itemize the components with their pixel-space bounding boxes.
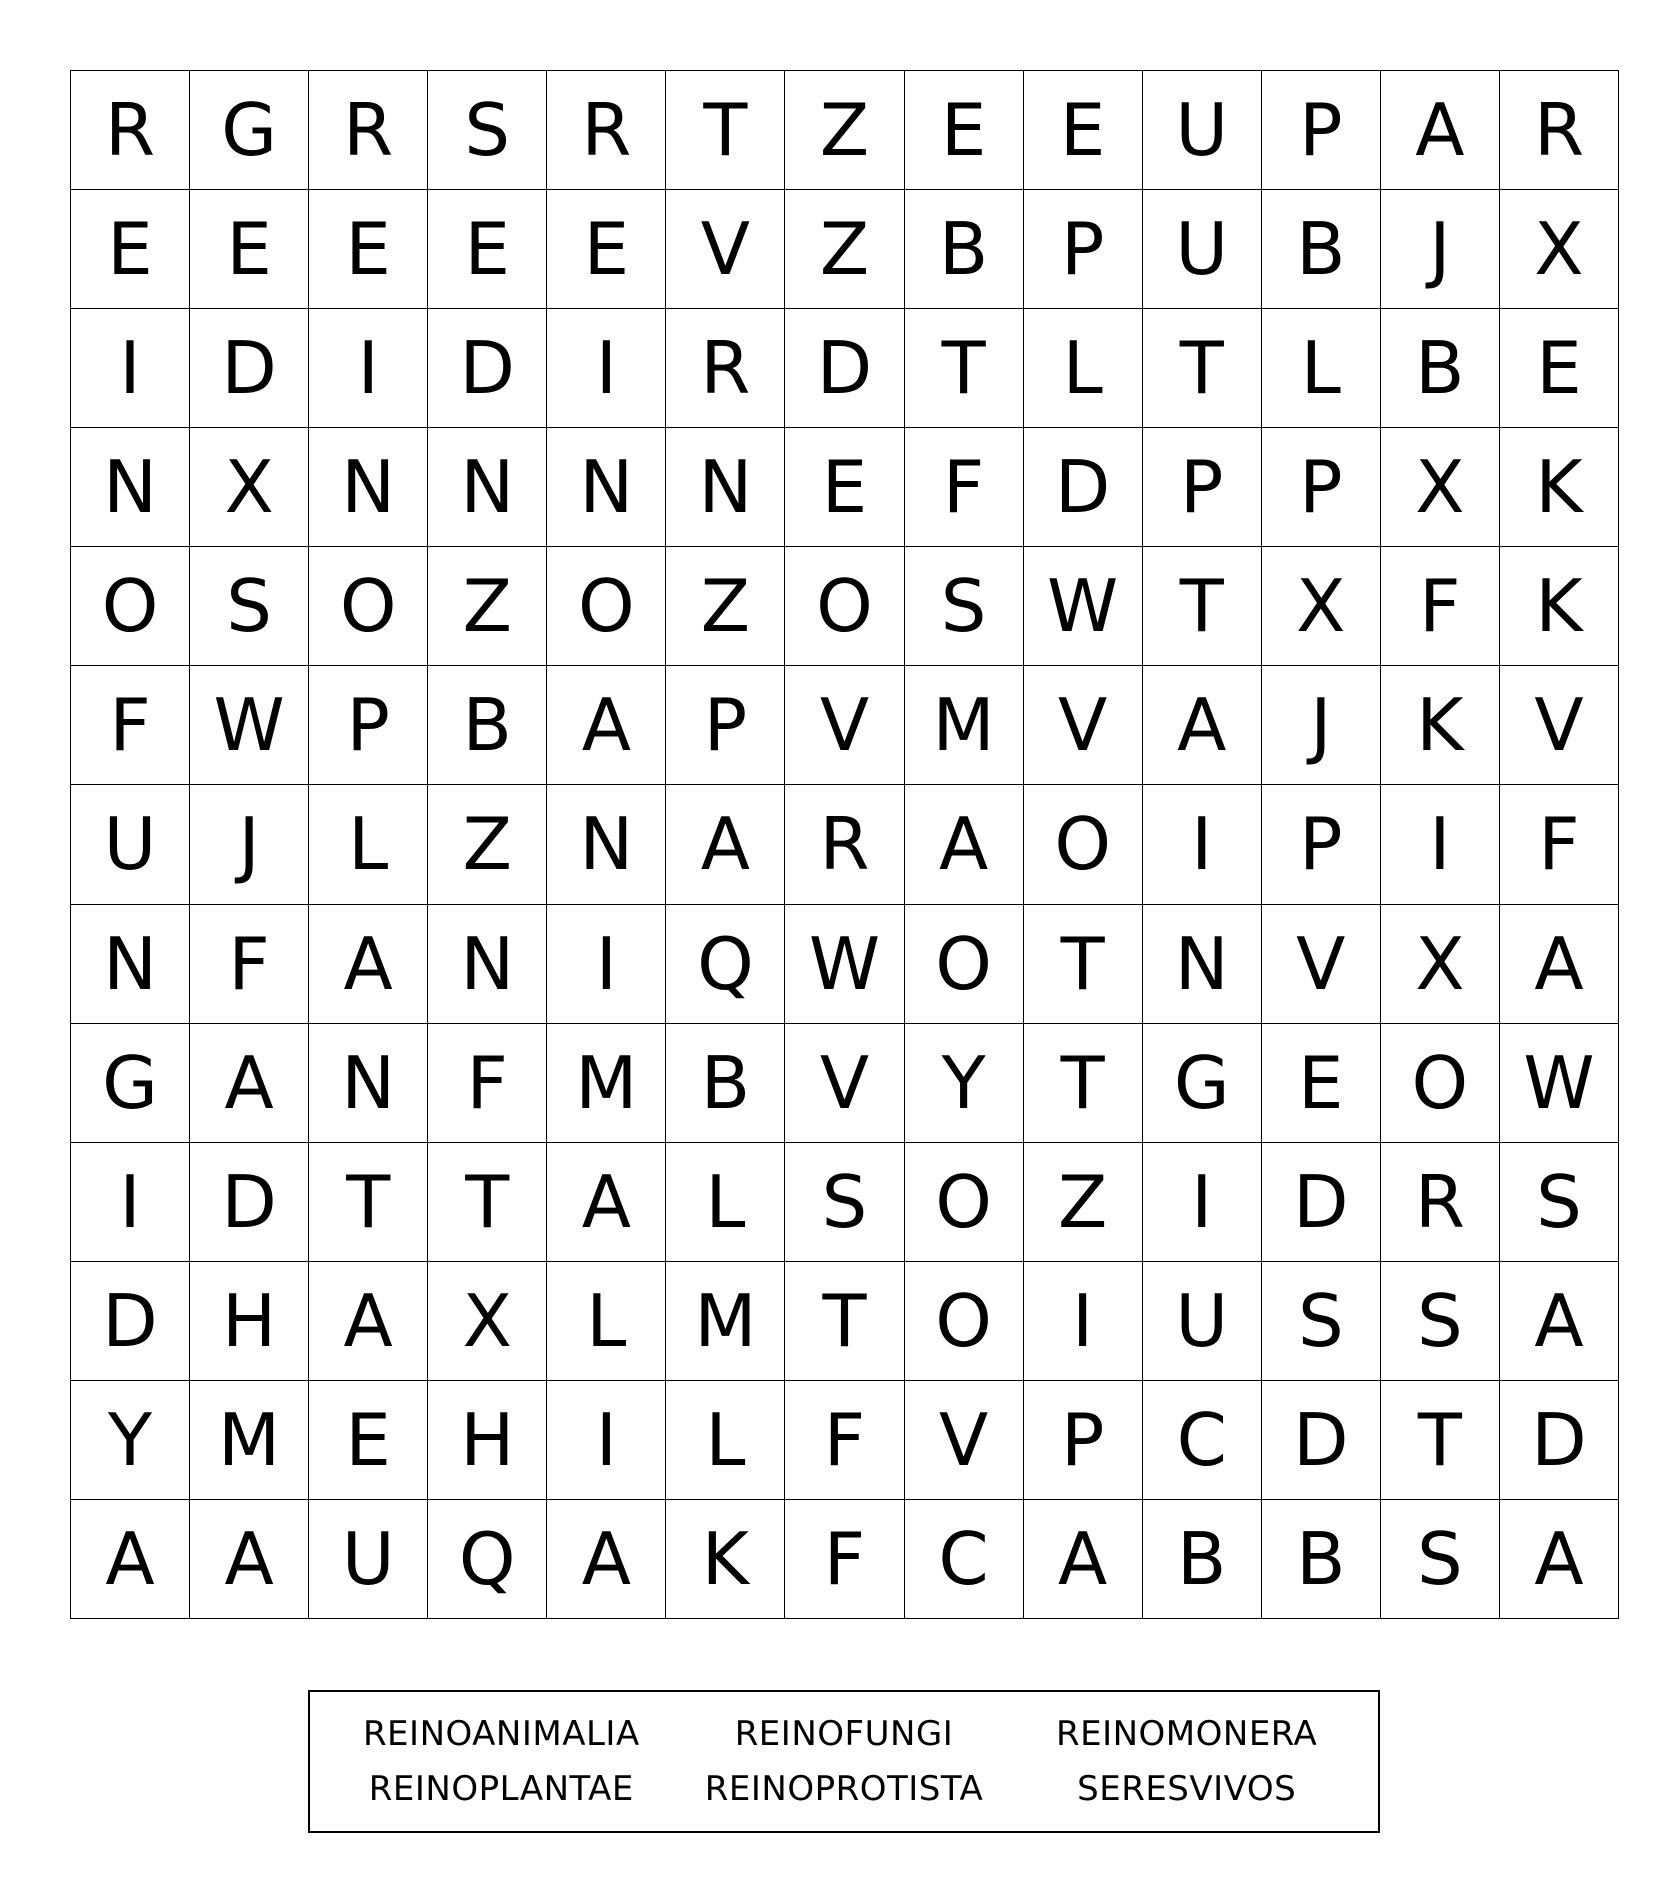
grid-cell[interactable]: K [666,1500,785,1619]
grid-cell[interactable]: S [1381,1500,1500,1619]
grid-cell[interactable]: O [1381,1024,1500,1143]
grid-cell[interactable]: S [905,547,1024,666]
grid-cell[interactable]: I [1381,785,1500,904]
grid-cell[interactable]: P [1024,190,1143,309]
grid-cell[interactable]: A [905,785,1024,904]
grid-cell[interactable]: W [1024,547,1143,666]
grid-cell[interactable]: P [1262,71,1381,190]
grid-cell[interactable]: J [1262,666,1381,785]
grid-cell[interactable]: L [309,785,428,904]
grid-cell[interactable]: D [1262,1381,1381,1500]
grid-cell[interactable]: S [1381,1262,1500,1381]
grid-cell[interactable]: G [1143,1024,1262,1143]
grid-cell[interactable]: R [785,785,904,904]
grid-cell[interactable]: S [190,547,309,666]
grid-cell[interactable]: R [1381,1143,1500,1262]
grid-cell[interactable]: E [547,190,666,309]
grid-cell[interactable]: A [309,905,428,1024]
grid-cell[interactable]: A [666,785,785,904]
grid-cell[interactable]: T [1143,309,1262,428]
grid-cell[interactable]: O [309,547,428,666]
grid-cell[interactable]: D [428,309,547,428]
grid-cell[interactable]: M [666,1262,785,1381]
grid-cell[interactable]: P [1143,428,1262,547]
grid-cell[interactable]: R [1500,71,1619,190]
grid-cell[interactable]: N [428,428,547,547]
grid-cell[interactable]: T [666,71,785,190]
grid-cell[interactable]: V [785,1024,904,1143]
word-bank-item: REINOFUNGI [734,1713,954,1754]
grid-cell[interactable]: Z [428,785,547,904]
grid-cell[interactable]: T [1024,1024,1143,1143]
grid-cell[interactable]: S [428,71,547,190]
grid-cell[interactable]: O [1024,785,1143,904]
grid-cell[interactable]: Q [666,905,785,1024]
grid-cell[interactable]: K [1500,547,1619,666]
grid-cell[interactable]: V [666,190,785,309]
word-bank-item: REINOMONERA [1055,1713,1318,1754]
grid-cell[interactable]: S [1500,1143,1619,1262]
grid-cell[interactable]: O [547,547,666,666]
word-bank-item: REINOANIMALIA [362,1713,640,1754]
grid-cell[interactable]: N [309,1024,428,1143]
grid-cell[interactable]: D [1500,1381,1619,1500]
grid-cell[interactable]: L [666,1381,785,1500]
grid-cell[interactable]: N [547,785,666,904]
grid-cell[interactable]: W [1500,1024,1619,1143]
grid-cell[interactable]: A [547,666,666,785]
grid-cell[interactable]: I [547,905,666,1024]
grid-cell[interactable]: W [190,666,309,785]
grid-cell[interactable]: T [785,1262,904,1381]
grid-cell[interactable]: H [190,1262,309,1381]
grid-cell[interactable]: D [1024,428,1143,547]
grid-cell[interactable]: O [785,547,904,666]
grid-cell[interactable]: B [1143,1500,1262,1619]
grid-cell[interactable]: E [309,190,428,309]
grid-cell[interactable]: V [785,666,904,785]
grid-cell[interactable]: K [1500,428,1619,547]
grid-cell[interactable]: P [1262,785,1381,904]
grid-cell[interactable]: U [71,785,190,904]
grid-cell[interactable]: E [1262,1024,1381,1143]
grid-cell[interactable]: A [1500,905,1619,1024]
grid-cell[interactable]: E [1500,309,1619,428]
grid-cell[interactable]: E [905,71,1024,190]
grid-cell[interactable]: N [1143,905,1262,1024]
grid-cell[interactable]: B [1381,309,1500,428]
grid-cell[interactable]: U [1143,190,1262,309]
grid-cell[interactable]: I [71,1143,190,1262]
word-bank-item: SERESVIVOS [1077,1769,1297,1810]
grid-cell[interactable]: N [547,428,666,547]
grid-cell[interactable]: U [1143,71,1262,190]
grid-cell[interactable]: F [905,428,1024,547]
grid-cell[interactable]: X [1262,547,1381,666]
grid-cell[interactable]: O [905,1262,1024,1381]
grid-cell[interactable]: Z [428,547,547,666]
grid-cell[interactable]: A [547,1143,666,1262]
grid-cell[interactable]: A [190,1024,309,1143]
grid-cell[interactable]: M [190,1381,309,1500]
grid-cell[interactable]: L [666,1143,785,1262]
grid-cell[interactable]: D [1262,1143,1381,1262]
grid-cell[interactable]: D [71,1262,190,1381]
grid-cell[interactable]: I [547,1381,666,1500]
grid-cell[interactable]: U [309,1500,428,1619]
grid-cell[interactable]: O [905,905,1024,1024]
grid-cell[interactable]: A [1500,1500,1619,1619]
grid-cell[interactable]: W [785,905,904,1024]
grid-cell[interactable]: S [1262,1262,1381,1381]
grid-cell[interactable]: X [1500,190,1619,309]
grid-cell[interactable]: B [1262,190,1381,309]
grid-cell[interactable]: N [428,905,547,1024]
grid-cell[interactable]: C [1143,1381,1262,1500]
grid-cell[interactable]: R [309,71,428,190]
grid-cell[interactable]: I [1143,785,1262,904]
grid-cell[interactable]: N [309,428,428,547]
grid-cell[interactable]: A [1500,1262,1619,1381]
grid-cell[interactable]: O [71,547,190,666]
grid-cell[interactable]: A [547,1500,666,1619]
grid-cell[interactable]: X [1381,428,1500,547]
grid-cell[interactable]: N [666,428,785,547]
grid-cell[interactable]: E [1024,71,1143,190]
grid-cell[interactable]: G [190,71,309,190]
grid-cell[interactable]: T [1381,1381,1500,1500]
grid-cell[interactable]: R [547,71,666,190]
grid-cell[interactable]: V [1500,666,1619,785]
grid-cell[interactable]: B [905,190,1024,309]
grid-cell[interactable]: R [71,71,190,190]
grid-cell[interactable]: I [1024,1262,1143,1381]
grid-cell[interactable]: Z [785,71,904,190]
grid-cell[interactable]: T [1143,547,1262,666]
grid-cell[interactable]: M [905,666,1024,785]
grid-cell[interactable]: E [785,428,904,547]
grid-cell[interactable]: A [1024,1500,1143,1619]
grid-cell[interactable]: T [1024,905,1143,1024]
grid-cell[interactable]: R [666,309,785,428]
grid-cell[interactable]: D [785,309,904,428]
grid-cell[interactable]: P [666,666,785,785]
grid-cell[interactable]: L [547,1262,666,1381]
grid-cell[interactable]: V [905,1381,1024,1500]
grid-cell[interactable]: L [1024,309,1143,428]
grid-cell[interactable]: P [1262,428,1381,547]
grid-cell[interactable]: F [785,1381,904,1500]
grid-cell[interactable]: V [1262,905,1381,1024]
grid-cell[interactable]: D [190,1143,309,1262]
grid-cell[interactable]: Y [71,1381,190,1500]
grid-cell[interactable]: P [1024,1381,1143,1500]
grid-cell[interactable]: D [190,309,309,428]
grid-cell[interactable]: N [71,905,190,1024]
grid-cell[interactable]: K [1381,666,1500,785]
word-bank [308,1690,1380,1833]
grid-cell[interactable]: B [1262,1500,1381,1619]
grid-cell[interactable]: E [428,190,547,309]
grid-cell[interactable]: X [190,428,309,547]
grid-cell[interactable]: A [309,1262,428,1381]
grid-cell[interactable]: B [428,666,547,785]
grid-cell[interactable]: F [785,1500,904,1619]
grid-cell[interactable]: M [547,1024,666,1143]
grid-cell[interactable]: F [1381,547,1500,666]
grid-cell[interactable]: V [1024,666,1143,785]
grid-cell[interactable]: F [428,1024,547,1143]
grid-cell[interactable]: E [71,190,190,309]
grid-cell[interactable]: C [905,1500,1024,1619]
grid-cell[interactable]: X [428,1262,547,1381]
grid-cell[interactable]: G [71,1024,190,1143]
grid-cell[interactable]: F [71,666,190,785]
grid-cell[interactable]: I [71,309,190,428]
grid-cell[interactable]: A [190,1500,309,1619]
grid-cell[interactable]: Y [905,1024,1024,1143]
grid-cell[interactable]: Z [666,547,785,666]
grid-cell[interactable]: T [905,309,1024,428]
word-bank-item: REINOPLANTAE [368,1769,634,1810]
grid-cell[interactable]: J [1381,190,1500,309]
grid-cell[interactable]: A [1381,71,1500,190]
grid-cell[interactable]: I [309,309,428,428]
grid-cell[interactable]: F [1500,785,1619,904]
grid-cell[interactable]: U [1143,1262,1262,1381]
word-search-grid [70,70,1619,1619]
grid-cell[interactable]: E [190,190,309,309]
grid-cell[interactable]: Z [1024,1143,1143,1262]
grid-cell[interactable]: N [71,428,190,547]
grid-cell[interactable]: A [1143,666,1262,785]
grid-cell[interactable]: A [71,1500,190,1619]
word-bank-item: REINOPROTISTA [704,1769,984,1810]
grid-cell[interactable]: Z [785,190,904,309]
grid-cell[interactable]: T [309,1143,428,1262]
grid-cell[interactable]: O [905,1143,1024,1262]
grid-cell[interactable]: J [190,785,309,904]
grid-cell[interactable]: I [1143,1143,1262,1262]
grid-cell[interactable]: L [1262,309,1381,428]
grid-cell[interactable]: B [666,1024,785,1143]
grid-cell[interactable]: X [1381,905,1500,1024]
grid-cell[interactable]: E [309,1381,428,1500]
grid-cell[interactable]: F [190,905,309,1024]
grid-cell[interactable]: P [309,666,428,785]
grid-cell[interactable]: H [428,1381,547,1500]
grid-cell[interactable]: I [547,309,666,428]
grid-cell[interactable]: T [428,1143,547,1262]
grid-cell[interactable]: S [785,1143,904,1262]
grid-cell[interactable]: Q [428,1500,547,1619]
